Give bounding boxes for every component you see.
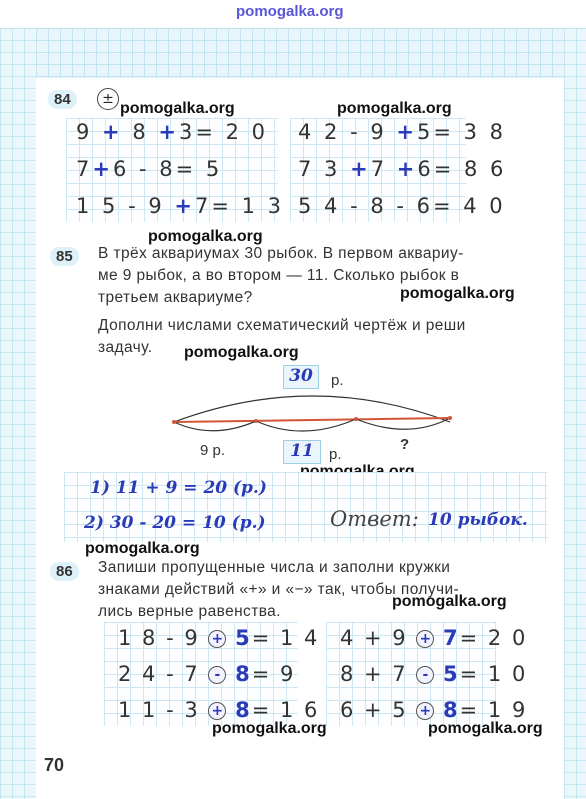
ex85-problem-line-1: В трёх аквариумах 30 рыбок. В первом аквариу- [98, 245, 464, 262]
segment-point [172, 420, 176, 424]
total-box: 30 [283, 365, 319, 389]
page-number: 70 [44, 755, 65, 775]
ex84-equation-6: 5 4 - 8 - 6= 4 0 [298, 194, 506, 218]
segment-line [174, 418, 450, 422]
ex86-equation-3: 1 1 - 3 + 8= 1 6 [118, 698, 320, 722]
right-grid-band [564, 28, 586, 799]
exercise-84-number: 84 [48, 90, 77, 109]
ex86-equation-4: 4 + 9 + 7= 2 0 [340, 626, 528, 650]
ex84-equation-1: 9 + 8 +3= 2 0 [76, 120, 269, 144]
segment-point [254, 419, 258, 423]
exercise-86-number: 86 [50, 562, 79, 581]
part-2-box: 11 [283, 440, 321, 464]
watermark: pomogalka.org [400, 285, 515, 302]
segment-diagram [168, 380, 458, 440]
ex86-equation-2: 2 4 - 7 - 8= 9 [118, 662, 296, 686]
ex84-equation-3: 1 5 - 9 +7= 1 3 [76, 194, 285, 218]
left-grid-band [0, 28, 36, 799]
ex85-problem-line-2: ме 9 рыбок, а во втором — 11. Сколько рыбок в [98, 267, 460, 284]
watermark: pomogalka.org [428, 720, 543, 737]
exercise-85-number: 85 [50, 247, 79, 266]
solution-step-2: 2) 30 - 20 = 10 (р.) [84, 513, 266, 533]
part-3-label: ? [400, 436, 410, 453]
ex86-equation-6: 6 + 5 + 8= 1 9 [340, 698, 528, 722]
segment-point [448, 416, 452, 420]
ex86-problem-line-1: Запиши пропущенные числа и заполни кружки [98, 559, 451, 576]
watermark: pomogalka.org [212, 720, 327, 737]
watermark: pomogalka.org [392, 593, 507, 610]
ex85-problem-line-3: третьем аквариуме? [98, 289, 253, 306]
total-unit: р. [331, 372, 344, 389]
part-1-label: 9 р. [200, 442, 226, 459]
ex84-equation-2: 7+6 - 8= 5 [76, 157, 223, 181]
solution-step-1: 1) 11 + 9 = 20 (р.) [90, 478, 267, 498]
ex84-equation-4: 4 2 - 9 +5= 3 8 [298, 120, 507, 144]
ex86-problem-line-2: знаками действий «+» и «−» так, чтобы получи- [98, 581, 460, 598]
ex86-equation-5: 8 + 7 - 5= 1 0 [340, 662, 528, 686]
watermark: pomogalka.org [85, 540, 200, 557]
ex86-problem-line-3: лись верные равенства. [98, 603, 281, 620]
part-2-unit: р. [329, 446, 342, 463]
watermark: pomogalka.org [337, 100, 452, 117]
answer-value: 10 рыбок. [428, 510, 528, 530]
ex84-equation-5: 7 3 +7 +6= 8 6 [298, 157, 507, 181]
ex85-instruction-line-2: задачу. [98, 339, 153, 356]
top-grid-band [0, 28, 586, 78]
segment-point [354, 417, 358, 421]
watermark: pomogalka.org [148, 228, 263, 245]
answer-label: Ответ: [330, 507, 419, 531]
ex85-instruction-line-1: Дополни числами схематический чертёж и реши [98, 317, 466, 334]
watermark: pomogalka.org [120, 100, 235, 117]
watermark-top: pomogalka.org [236, 3, 344, 20]
ex86-equation-1: 1 8 - 9 + 5= 1 4 [118, 626, 320, 650]
watermark: pomogalka.org [184, 344, 299, 361]
plus-minus-circle-icon: ± [97, 88, 119, 110]
